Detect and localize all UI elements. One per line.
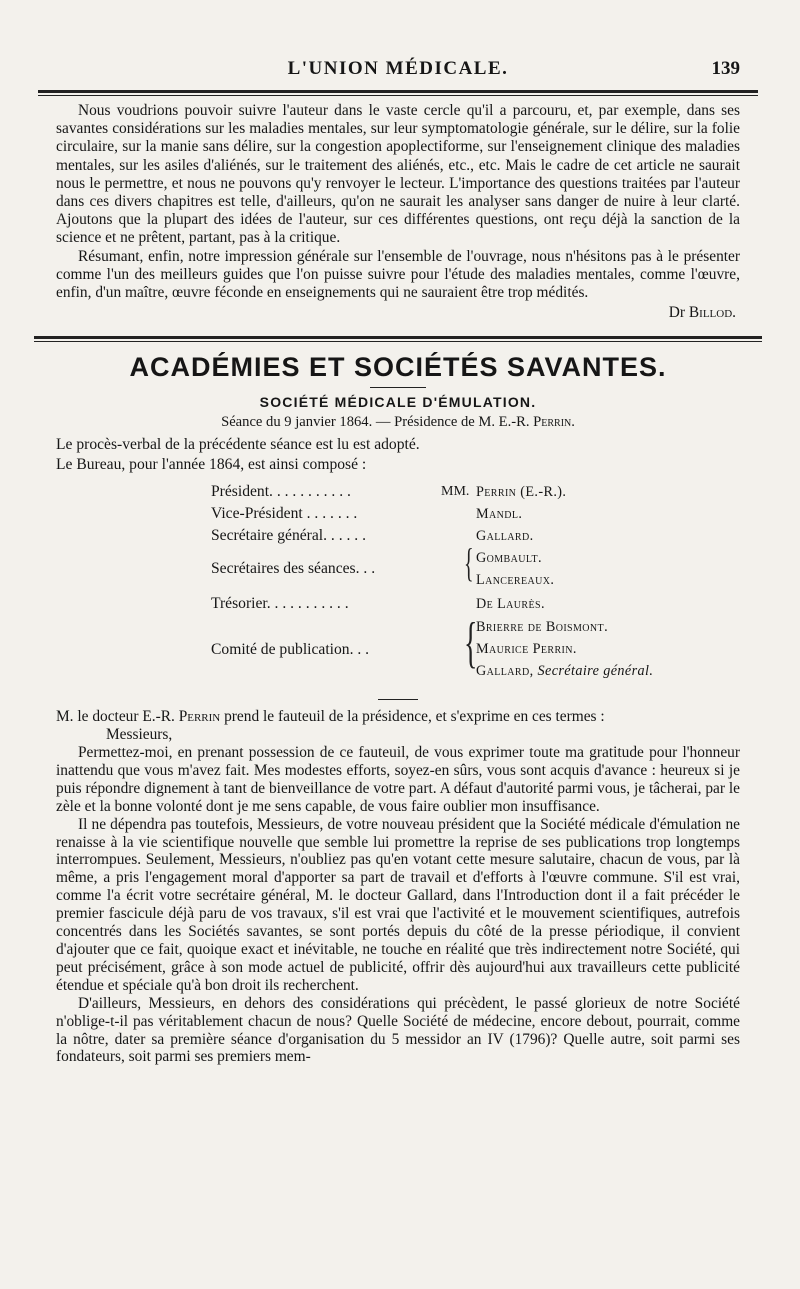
page-header [56, 0, 740, 90]
speech-intro [56, 708, 740, 726]
officers-list [56, 479, 740, 699]
section-title: ACADÉMIES ET SOCIÉTÉS SAVANTES. [129, 352, 667, 383]
secretary-general-name: Gallard. [476, 528, 534, 545]
committee-member: Brierre de Boismont. [476, 619, 609, 636]
separator-rule [378, 699, 418, 700]
session-line [56, 414, 740, 431]
signature-name: Billod. [688, 304, 736, 322]
president-name: Perrin (E.-R.). [476, 484, 567, 501]
minutes-line: Le procès-verbal de la précédente séance est lu est adopté. [56, 436, 420, 454]
secretary-name: Gombault. [476, 550, 542, 567]
page-number: 139 [711, 58, 740, 79]
title-rule [370, 387, 426, 388]
committee-member-title: Secrétaire général. [537, 663, 654, 680]
speech-text [56, 708, 740, 1066]
vice-president-name: Mandl. [476, 506, 523, 523]
president-role: Président. . . . . . . . . . . [211, 483, 351, 501]
header-rule [38, 90, 758, 96]
speech-paragraph: Il ne dépendra pas toutefois, Messieurs, de votre nouveau président que la Société médicale d'émulation ne renaisse à la vie scientifique nouvelle que semble lui promettre la reprise de ses publications trop longtemps interrompues. Seulement, Messieurs, n'oubliez pas qu'en votant cette mesure salutaire, chacun de vous, par là même, a pris l'engagement moral d'apporter sa part de travail et d'efforts à l'œuvre commune. S'il est vrai, comme l'a écrit votre secrétaire général, M. le docteur Gallard, dans l'Introduction dont il a fait précéder le premier fascicule déjà paru de vos travaux, s'il est vrai que l'activité et le mouvement scientifiques, autrefois concentrés dans les Sociétés savantes, se sont portés depuis du côté de la presse périodique, il convient d'ajouter que ce fait, quoique exact et inévitable, ne touche en réalité que très indirectement notre Société, qui peut précisément, grâce à son mode actuel de publicité, offrir dès aujourd'hui aux travailleurs cette publicité étendue et spéciale qu'à bon droit ils recherchent. [56, 815, 740, 994]
bureau-intro: Le Bureau, pour l'année 1864, est ainsi composé : [56, 456, 367, 474]
mm-label: MM. [441, 484, 470, 500]
committee-member-name: Gallard, [476, 663, 534, 680]
secretary-name: Lancereaux. [476, 572, 555, 589]
signature-prefix: Dr [668, 304, 686, 322]
speech-paragraph: Permettez-moi, en prenant possession de ce fauteuil, de vous exprimer toute ma gratitude pour l'honneur inattendu que vous m'avez fait. Mes modestes efforts, soyez-en sûrs, vous sont acquis d'avance : heureux si je puis répondre dignement à tant de bienveillance de votre part. A défaut d'autorité parmi vous, je tâcherai, par le zèle et la bonne volonté dont je me sens capable, de vous faire oublier mon insuffisance. [56, 744, 740, 815]
speech-salutation: Messieurs, [106, 726, 173, 744]
committee-role: Comité de publication. . . [211, 641, 370, 659]
secretaries-role: Secrétaires des séances. . . [211, 560, 376, 578]
brace-glyph: { [464, 612, 478, 675]
speech-intro-name: Perrin [178, 708, 221, 726]
brace-glyph: { [464, 540, 474, 586]
review-paragraph: Résumant, enfin, notre impression générale sur l'ensemble de l'ouvrage, nous n'hésitons pas à le présenter comme l'un des meilleurs guides que l'on puisse suivre pour l'étude des maladies mentales, comme l'œuvre, enfin, d'un maître, œuvre féconde en enseignements qui ne sauraient être trop médités. [56, 247, 740, 302]
society-title: SOCIÉTÉ MÉDICALE D'ÉMULATION. [259, 394, 537, 411]
review-signature [56, 304, 740, 322]
session-prefix: Séance du 9 janvier 1864. — Présidence de M. E.-R. [221, 414, 530, 431]
treasurer-name: De Laurès. [476, 596, 545, 613]
speech-intro-prefix: M. le docteur E.-R. [56, 708, 175, 726]
section-rule [34, 336, 762, 342]
vice-president-role: Vice-Président . . . . . . . [211, 505, 358, 523]
session-president: Perrin. [533, 414, 575, 431]
committee-member: Maurice Perrin. [476, 641, 577, 658]
committee-member [476, 663, 653, 680]
review-paragraph: Nous voudrions pouvoir suivre l'auteur dans le vaste cercle qu'il a parcouru, et, par exemple, dans ses savantes considérations sur les maladies mentales, sur leur symptomatologie générale, sur le délire, sur la folie circulaire, sur la manie sans délire, sur la congestion apoplectiforme, sur l'enseignement clinique des maladies mentales, sur les asiles d'aliénés, sur le traitement des aliénés, etc., etc. Mais le cadre de cet article ne saurait nous le permettre, et nous ne pouvons qu'y renvoyer le lecteur. L'importance des questions traitées par l'auteur dans ces divers chapitres est telle, d'ailleurs, qu'on ne saurait les analyser sans danger de nuire à leur clarté. Ajoutons que la plupart des idées de l'auteur, sur ces différentes questions, ont reçu déjà la sanction de la science et ne prêtent, partant, pas à la critique. [56, 102, 740, 247]
speech-paragraph: D'ailleurs, Messieurs, en dehors des considérations qui précèdent, le passé glorieux de notre Société n'oblige-t-il pas véritablement chacun de nous? Quelle Société de médecine, encore debout, pourrait, comme la nôtre, dater sa première séance d'organisation du 5 messidor an IV (1796)? Quelle autre, soit parmi ses fondateurs, soit parmi ses premiers mem- [56, 994, 740, 1066]
speech-intro-suffix: prend le fauteuil de la présidence, et s'exprime en ces termes : [224, 708, 605, 726]
treasurer-role: Trésorier. . . . . . . . . . . [211, 595, 349, 613]
secretary-general-role: Secrétaire général. . . . . . [211, 527, 366, 545]
review-text [56, 102, 740, 302]
running-title: L'UNION MÉDICALE. [287, 58, 509, 79]
